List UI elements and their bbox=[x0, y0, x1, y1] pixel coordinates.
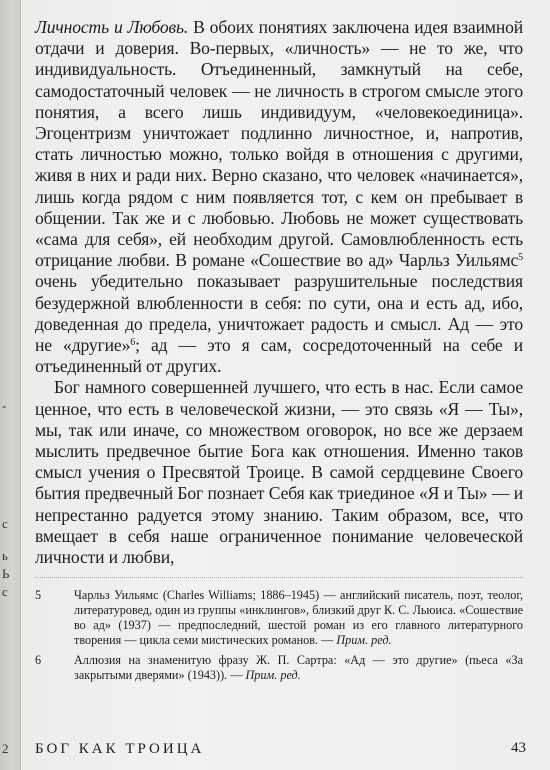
paragraph-god-trinity: Бог намного совершенней лучшего, что есть в нас. Если самое ценное, что есть в человеческой жизни, — это связь «Я — Ты», мы, так или иначе, со множеством оговорок, но все же дерзаем мыслить предвечное бытие Бога как отношения. Именно таков смысл учения о Пресвятой Троице. В самой сердцевине Своего бытия предвечный Бог познает Себя как триединое «Я и Ты» — и непрестанно радуется этому знанию. Таким образом, все, что вмещает в себя наше ограниченное понимание человеческой личности и любви, bbox=[35, 377, 523, 568]
footnote-body bbox=[74, 653, 523, 683]
body-text bbox=[35, 17, 523, 568]
gutter-fragment: с bbox=[2, 516, 8, 531]
footnote-ref-5: 5 bbox=[518, 252, 523, 264]
footnote-5 bbox=[35, 588, 523, 648]
footnote-text: Чарльз Уильямс (Charles Williams; 1886–1945) — английский писатель, поэт, теолог, литературовед, один из группы «инклингов», близкий друг К. С. Льюиса. «Сошествие во ад» (1937) — предпоследний, шестой роман из его главного литературного творения — цикла семи мистических романов. — bbox=[74, 588, 523, 647]
footnote-number: 5 bbox=[35, 588, 42, 602]
gutter-fragment: с bbox=[2, 584, 8, 599]
footnotes bbox=[35, 588, 523, 688]
gutter-fragment: ь bbox=[2, 548, 8, 563]
editor-note: Прим. ред. bbox=[245, 668, 301, 682]
paragraph-text: очень убедительно показывает разрушительные последствия безудержной влюбленности в себя: по сути, она и есть ад, ибо, доведенная до предела, уничтожает радость и смысл. Ад — это не «другие» bbox=[35, 271, 523, 356]
editor-note: Прим. ред. bbox=[336, 633, 392, 647]
paragraph-text: ; ад — это я сам, сосредоточенный на себе и отъединенный от других. bbox=[35, 335, 523, 377]
footnote-6 bbox=[35, 653, 523, 683]
footnote-body bbox=[74, 588, 523, 648]
footnote-number: 6 bbox=[35, 653, 42, 667]
gutter-fragment: - bbox=[2, 398, 7, 413]
paragraph-text: В обоих понятиях заключена идея взаимной отдачи и доверия. Во-первых, «личность» — не то же, что индивидуальность. Отъединенный, замкнутый на себе, самодостаточный человек — не личность в строгом смысле этого понятия, а всего лишь индивидуум, «человекоединица». Эгоцентризм уничтожает подлинно личностное, и, напротив, стать личностью можно, только войдя в отношения с другими, живя в них и ради них. Верно сказано, что человек «начинается», лишь когда рядом с ним появляется тот, с кем он пребывает в общении. Так же и с любовью. Любовь не может существовать «сама для себя», ей необходим другой. Самовлюбленность есть отрицание любви. В романе «Сошествие во ад» Чарльз Уильямс bbox=[35, 17, 523, 271]
section-lead-in: Личность и Любовь. bbox=[35, 17, 189, 37]
footnote-ref-6: 6 bbox=[130, 337, 136, 349]
footnote-separator bbox=[35, 577, 523, 578]
page-number: 43 bbox=[511, 740, 526, 756]
adjacent-page-edge bbox=[0, 0, 21, 770]
book-page bbox=[21, 0, 550, 770]
paragraph-personality-love bbox=[35, 17, 523, 377]
gutter-fragment: Ь bbox=[2, 566, 10, 581]
gutter-fragment: 2 bbox=[2, 741, 9, 756]
footnote-text: Аллюзия на знаменитую фразу Ж. П. Сартра: «Ад — это другие» (пьеса «За закрытыми дверями» (1943)). — bbox=[74, 653, 523, 682]
running-head: БОГ КАК ТРОИЦА bbox=[35, 741, 205, 757]
